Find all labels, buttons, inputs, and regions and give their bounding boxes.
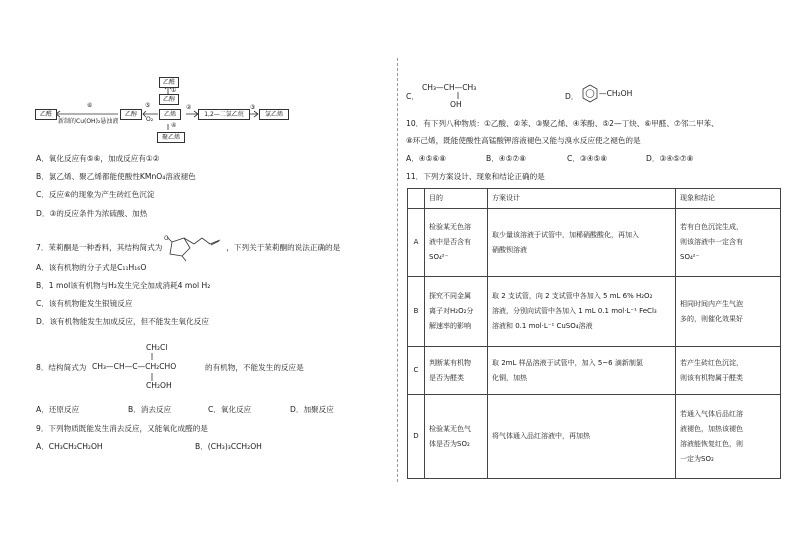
row-purpose <box>425 209 488 277</box>
row-result <box>676 395 781 479</box>
q9-option-a: A．CH₃CH₂CH₂OH <box>36 442 103 451</box>
cell-line: 则该有机物属于醛类 <box>680 373 743 382</box>
q10-option-b: B．④⑤⑦⑧ <box>486 154 527 163</box>
q10-option-c: C．③④⑤⑧ <box>567 154 608 163</box>
cell-line: 检验某无色气 <box>429 424 471 433</box>
step-3: ③ <box>250 104 256 111</box>
cell-line: 液中是否含有 <box>429 238 471 246</box>
cell-line: 溶液和 0.1 mol·L⁻¹ CuSO₄溶液 <box>492 322 593 330</box>
q9-option-d-label: D． <box>565 92 579 101</box>
q9-stem: 9．下列物质既能发生消去反应，又能氧化成醛的是 <box>36 424 208 433</box>
cell-line: 检验某无色溶 <box>429 223 471 231</box>
row-design <box>488 347 676 395</box>
q9-option-d-struct: —CH₂OH <box>599 89 633 98</box>
q6-option-a: A．氧化反应有⑤⑥，加成反应有①② <box>36 154 160 163</box>
row-design <box>488 209 676 277</box>
table-row <box>408 277 781 347</box>
cell-line: 化铜，加热 <box>492 373 527 382</box>
cell-line: 解速率的影响 <box>429 322 471 330</box>
box-ethanol: 乙醇 <box>120 109 142 120</box>
row-result <box>676 209 781 277</box>
q9-c-bond <box>456 92 460 100</box>
q10-option-a: A．④⑤⑥⑧ <box>406 154 447 163</box>
q6-option-b: B．氯乙烯、聚乙烯都能使酸性KMnO₄溶液褪色 <box>36 172 196 181</box>
table-row <box>408 209 781 277</box>
box-ethanol-upper: 乙醇 <box>159 94 179 105</box>
q7-stem-b: ，下列关于茉莉酮的说法正确的是 <box>226 243 341 252</box>
q10-line2: ⑧环己烯，既能使酸性高锰酸钾溶液褪色又能与溴水反应使之褪色的是 <box>406 136 641 145</box>
row-purpose <box>425 277 488 347</box>
q7-option-b: B．1 mol该有机物与H₂发生完全加成消耗4 mol H₂ <box>36 281 211 290</box>
cell-line: 溶液，分别向试管中各加入 1 mL 0.1 mol·L⁻¹ FeCl₃ <box>492 307 657 315</box>
table-row <box>408 347 781 395</box>
q6-option-c: C．反应⑥的现象为产生砖红色沉淀 <box>36 190 155 199</box>
q8-option-d: D．加聚反应 <box>290 405 334 414</box>
jasmone-oxygen-label: O <box>164 235 170 242</box>
cell-line: 硝酸钡溶液 <box>492 245 527 254</box>
table-header-row <box>408 189 781 209</box>
cell-line: 多的，则催化效果好 <box>680 314 743 323</box>
box-ethylene: 乙烯 <box>159 109 181 120</box>
cell-line: 则该溶液中一定含有 <box>680 238 743 246</box>
step-1: ① <box>171 87 177 94</box>
cell-line: 取 2mL 样品溶液于试管中，加入 5~6 滴新制氯 <box>492 358 643 367</box>
q9-option-c-struct: CH₃—CH—CH₃ <box>422 83 477 92</box>
q9-option-c-oh: OH <box>450 100 462 109</box>
step-2: ② <box>186 104 192 111</box>
cell-line: SO₄²⁻ <box>680 253 700 261</box>
q8-struct-bottom: CH₂OH <box>146 381 172 390</box>
q7-option-c: C．该有机物能发生银镜反应 <box>36 299 133 308</box>
box-polyethylene: 聚乙烯 <box>157 132 185 143</box>
q8-option-b: B．消去反应 <box>128 405 172 414</box>
table-row <box>408 395 781 479</box>
cell-line: 相同时间内产生气泡 <box>680 299 743 308</box>
q8-struct-main: CH₃—CH—C—CH₂CHO <box>92 362 177 371</box>
cell-line: 体是否为SO₂ <box>429 439 470 448</box>
q8-struct-top: CH₂Cl <box>146 343 168 352</box>
row-design <box>488 395 676 479</box>
cell-line: 若产生砖红色沉淀， <box>680 358 743 367</box>
row-label: C <box>408 347 425 395</box>
box-ethanal-top: 乙醛 <box>159 77 179 88</box>
cell-line: 取少量该溶液于试管中，加稀硝酸酸化，再加入 <box>492 230 639 239</box>
cell-line: 溶液能恢复红色，则 <box>680 439 743 448</box>
cell-line: SO₄²⁻ <box>429 253 449 261</box>
cell-line: 若通入气体后品红溶 <box>680 409 743 418</box>
q8-stem-b: 的有机物，不能发生的反应是 <box>205 363 304 372</box>
row-result <box>676 347 781 395</box>
q8-stem-a: 8．结构简式为 <box>36 363 87 372</box>
column-divider <box>397 58 398 482</box>
jasmone-structure <box>164 234 224 262</box>
benzene-ring-icon <box>581 84 599 104</box>
step-5: ⑤ <box>145 102 151 109</box>
box-vinyl-chloride: 氯乙烯 <box>259 109 289 120</box>
cell-line: 将气体通入品红溶液中，再加热 <box>492 432 590 440</box>
cell-line: 探究不同金属 <box>429 292 471 300</box>
cell-line: 液褪色，加热该褪色 <box>680 424 743 433</box>
header-cell-purpose: 目的 <box>425 189 488 209</box>
q9-option-b: B．(CH₃)₃CCH₂OH <box>195 442 262 451</box>
label-o2: O₂ <box>146 116 154 123</box>
reagent-6: 新制的Cu(OH)₂悬浊液 <box>58 118 119 125</box>
row-label: B <box>408 277 425 347</box>
row-label: A <box>408 209 425 277</box>
cell-line: 一定为SO₂ <box>680 454 714 463</box>
row-design <box>488 277 676 347</box>
cell-line: 若有白色沉淀生成， <box>680 223 743 231</box>
cell-line: 判断某有机物 <box>429 358 471 367</box>
header-cell-label <box>408 189 425 209</box>
q6-option-d: D．③的反应条件为浓硫酸、加热 <box>36 209 148 218</box>
q11-table <box>407 188 781 479</box>
step-4: ④ <box>171 122 177 129</box>
box-dichloroethane: 1,2—二氯乙烷 <box>198 109 250 120</box>
q7-stem <box>36 234 340 262</box>
q10-option-d: D．③④⑤⑦⑧ <box>646 154 694 163</box>
cell-line: 离子对H₂O₂分 <box>429 307 474 315</box>
row-purpose <box>425 395 488 479</box>
q11-stem: 11．下列方案设计、现象和结论正确的是 <box>406 172 545 181</box>
header-cell-design: 方案设计 <box>488 189 676 209</box>
q7-option-a: A．该有机物的分子式是C₁₁H₁₆O <box>36 263 147 272</box>
q7-option-d: D．该有机物能发生加成反应，但不能发生氧化反应 <box>36 317 209 326</box>
cell-line: 取 2 支试管，向 2 支试管中各加入 5 mL 6% H₂O₂ <box>492 292 653 300</box>
step-6: ⑥ <box>87 102 93 109</box>
box-ethanal: 乙醛 <box>35 109 57 120</box>
q7-stem-a: 7．茉莉酮是一种香料，其结构简式为 <box>36 243 163 252</box>
q8-option-c: C．氧化反应 <box>208 405 252 414</box>
row-result <box>676 277 781 347</box>
q9-option-c-label: C． <box>406 92 419 101</box>
row-purpose <box>425 347 488 395</box>
row-label: D <box>408 395 425 479</box>
q8-option-a: A．还原反应 <box>36 405 80 414</box>
cell-line: 是否为醛类 <box>429 373 464 382</box>
q8-bonds <box>150 353 154 383</box>
q10-line1: 10．有下列八种物质：①乙酸、②苯、③聚乙烯、④苯酚、⑤2—丁炔、⑥甲醛、⑦邻二甲苯、 <box>406 119 719 128</box>
header-cell-result: 现象和结论 <box>676 189 781 209</box>
